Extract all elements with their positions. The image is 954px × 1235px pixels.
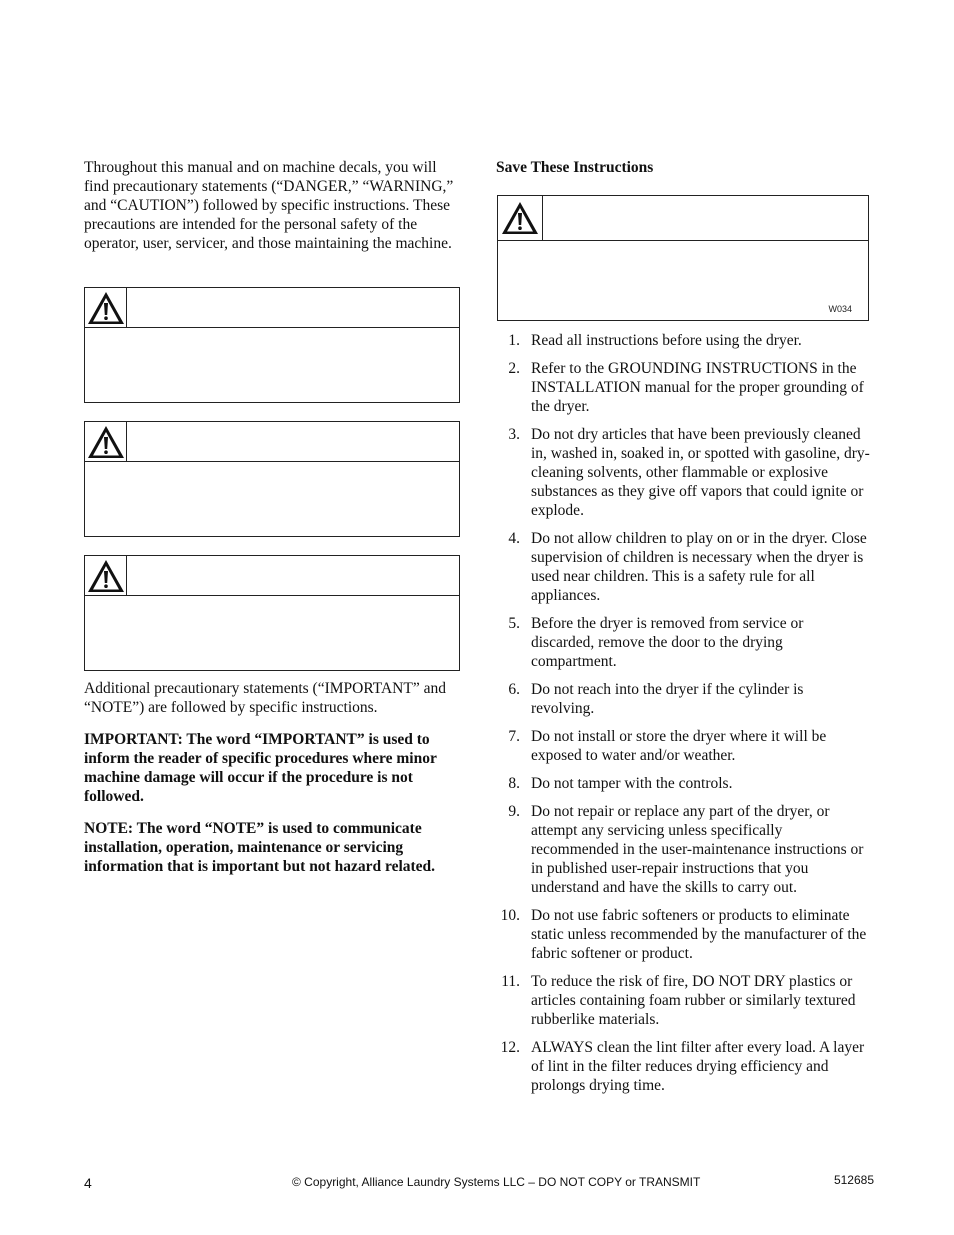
instruction-text: Before the dryer is removed from service or discarded, remove the door to the drying compartment. [531, 615, 804, 670]
instruction-number: 5. [508, 615, 520, 632]
caution-box-header [85, 556, 459, 596]
instruction-text: ALWAYS clean the lint filter after every load. A layer of lint in the filter reduces drying efficiency and prolongs drying time. [531, 1039, 865, 1094]
instruction-text: To reduce the risk of fire, DO NOT DRY plastics or articles containing foam rubber or similarly textured rubberlike materials. [531, 973, 856, 1028]
warning-triangle-icon [87, 425, 125, 459]
instruction-item [496, 425, 870, 520]
section-title: Save These Instructions [496, 159, 654, 176]
instruction-item [496, 680, 870, 718]
warning-box [84, 421, 460, 537]
instruction-text: Do not install or store the dryer where it will be exposed to water and/or weather. [531, 728, 827, 764]
document-number: 512685 [833, 1173, 874, 1187]
instruction-text: Refer to the GROUNDING INSTRUCTIONS in the INSTALLATION manual for the proper grounding of the dryer. [531, 360, 864, 415]
instruction-item [496, 1038, 870, 1095]
warning-box-header [85, 422, 459, 462]
instruction-text: Do not dry articles that have been previously cleaned in, washed in, soaked in, or spotted with gasoline, dry-cleaning solvents, other flammable or explosive substances as they give off vapors that could ignite or explode. [531, 426, 870, 519]
instruction-number: 10. [500, 907, 520, 924]
instruction-number: 11. [501, 973, 520, 990]
page-number: 4 [84, 1175, 92, 1191]
instruction-number: 7. [508, 728, 520, 745]
instruction-number: 9. [508, 803, 520, 820]
warning-triangle-icon [87, 291, 125, 325]
intro-paragraph: Throughout this manual and on machine decals, you will find precautionary statements (“DANGER,” “WARNING,” and “CAUTION”) followed by specific instructions. These precautions are intended for the personal safety of the operator, user, servicer, and those maintaining the machine. [84, 159, 454, 252]
hazard-code: W034 [828, 304, 852, 314]
fire-hazard-box [497, 195, 869, 321]
instruction-item [496, 331, 870, 350]
hazard-cell [85, 556, 127, 595]
instructions-list [496, 331, 870, 1104]
hazard-cell [85, 288, 127, 327]
page-footer [84, 1173, 874, 1193]
instruction-number: 3. [508, 426, 520, 443]
caution-box [84, 555, 460, 671]
instruction-item [496, 774, 870, 793]
instruction-item [496, 614, 870, 671]
instruction-number: 6. [508, 681, 520, 698]
instruction-text: Do not use fabric softeners or products to eliminate static unless recommended by the manufacturer of the fabric softener or product. [531, 907, 867, 962]
note-paragraph: NOTE: The word “NOTE” is used to communicate installation, operation, maintenance or servicing information that is important but not hazard related. [84, 820, 436, 875]
instruction-item [496, 972, 870, 1029]
instruction-text: Read all instructions before using the dryer. [531, 332, 802, 349]
hazard-cell [498, 196, 543, 240]
instruction-text: Do not tamper with the controls. [531, 775, 733, 792]
instruction-number: 4. [508, 530, 520, 547]
additional-paragraph: Additional precautionary statements (“IMPORTANT” and “NOTE”) are followed by specific instructions. [84, 680, 446, 716]
instruction-number: 1. [508, 332, 520, 349]
copyright-notice: © Copyright, Alliance Laundry Systems LLC – DO NOT COPY or TRANSMIT [292, 1175, 701, 1189]
instruction-item [496, 802, 870, 897]
instruction-item [496, 906, 870, 963]
instruction-text: Do not repair or replace any part of the dryer, or attempt any servicing unless specifically recommended in the user-maintenance instructions or in published user-repair instructions that you understand and have the skills to carry out. [531, 803, 864, 896]
instruction-item [496, 727, 870, 765]
danger-box-header [85, 288, 459, 328]
instruction-number: 12. [500, 1039, 520, 1056]
instruction-text: Do not allow children to play on or in the dryer. Close supervision of children is necessary when the dryer is used near children. This is a safety rule for all appliances. [531, 530, 867, 604]
fire-hazard-box-header [498, 196, 868, 241]
hazard-cell [85, 422, 127, 461]
important-paragraph: IMPORTANT: The word “IMPORTANT” is used to inform the reader of specific procedures where minor machine damage will occur if the procedure is not followed. [84, 731, 437, 805]
instruction-text: Do not reach into the dryer if the cylinder is revolving. [531, 681, 804, 717]
warning-triangle-icon [501, 201, 539, 235]
warning-triangle-icon [87, 559, 125, 593]
danger-box [84, 287, 460, 403]
instruction-item [496, 529, 870, 605]
instruction-item [496, 359, 870, 416]
instruction-number: 2. [508, 360, 520, 377]
instruction-number: 8. [508, 775, 520, 792]
